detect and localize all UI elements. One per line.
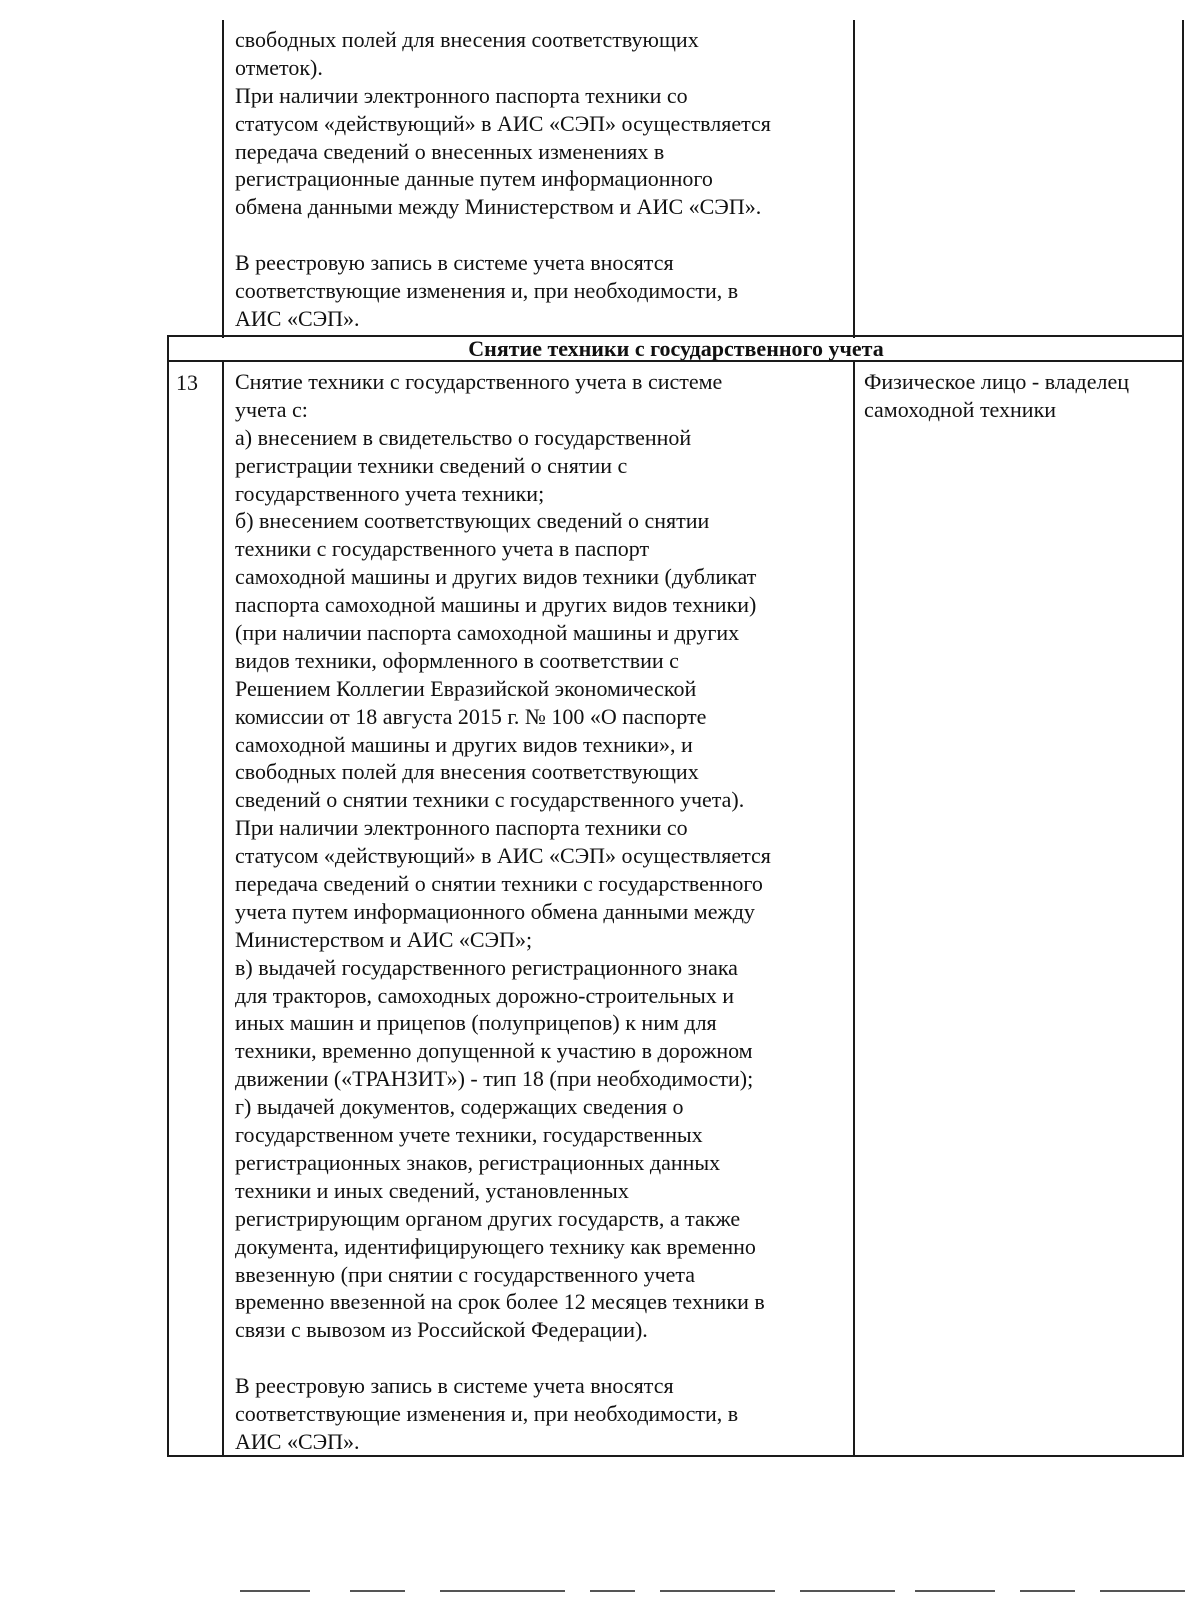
text-line: обмена данными между Министерством и АИС «СЭП». [235, 194, 762, 220]
section-title: Снятие техники с государственного учета [468, 336, 884, 361]
text-line: АИС «СЭП». [235, 1428, 360, 1454]
text-line: техники и иных сведений, установленных [235, 1177, 629, 1203]
continued-row-description [235, 26, 771, 333]
text-line: свободных полей для внесения соответствующих [235, 27, 699, 52]
text-line: самоходной техники [864, 396, 1057, 422]
text-line: Министерством и АИС «СЭП»; [235, 926, 533, 952]
text-line: учета путем информационного обмена данными между [235, 898, 755, 924]
text-line: При наличии электронного паспорта техники со [235, 82, 688, 108]
text-line: регистрационные данные путем информационного [235, 166, 713, 192]
text-line: самоходной машины и других видов техники», и [235, 731, 693, 757]
paragraph-gap [235, 1344, 771, 1372]
text-line: сведений о снятии техники с государственного учета). [235, 787, 745, 813]
text-line: временно ввезенной на срок более 12 месяцев техники в [235, 1289, 765, 1315]
applicant-column-divider [853, 20, 855, 338]
text-line: Снятие техники с государственного учета в системе [235, 369, 723, 394]
text-line: а) внесением в свидетельство о государственной [235, 424, 692, 450]
text-line: в) выдачей государственного регистрационного знака [235, 954, 738, 980]
text-line: соответствующие изменения и, при необходимости, в [235, 278, 739, 304]
text-line: регистрационных знаков, регистрационных данных [235, 1149, 721, 1175]
text-line: регистрации техники сведений о снятии с [235, 452, 628, 478]
text-line: видов техники, оформленного в соответствии с [235, 647, 679, 673]
text-line: В реестровую запись в системе учета вносятся [235, 250, 674, 276]
text-line: г) выдачей документов, содержащих сведения о [235, 1094, 684, 1120]
table-border-right [1182, 20, 1184, 1457]
table-border-left [167, 336, 169, 1457]
text-line: (при наличии паспорта самоходной машины и других [235, 620, 740, 646]
text-line: свободных полей для внесения соответствующих [235, 759, 699, 785]
text-line: комиссии от 18 августа 2015 г. № 100 «О паспорте [235, 703, 707, 729]
text-line: для тракторов, самоходных дорожно-строительных и [235, 982, 735, 1008]
text-line: соответствующие изменения и, при необходимости, в [235, 1400, 739, 1426]
text-line: самоходной машины и других видов техники (дубликат [235, 564, 757, 590]
paragraph-gap [235, 221, 771, 249]
row-applicant [864, 368, 1129, 424]
text-line: связи с вывозом из Российской Федерации). [235, 1317, 648, 1343]
text-line: Физическое лицо - владелец [864, 369, 1130, 394]
text-line: статусом «действующий» в АИС «СЭП» осуществляется [235, 110, 771, 136]
applicant-column-divider-lower [853, 361, 855, 1457]
text-line: отметок). [235, 54, 323, 80]
text-line: государственном учете техники, государственных [235, 1122, 703, 1148]
text-line: иных машин и прицепов (полуприцепов) к ним для [235, 1010, 717, 1036]
text-line: учета с: [235, 396, 308, 422]
text-line: государственного учета техники; [235, 480, 545, 506]
text-line: статусом «действующий» в АИС «СЭП» осуществляется [235, 843, 771, 869]
text-line: В реестровую запись в системе учета вносятся [235, 1373, 674, 1399]
text-line: паспорта самоходной машины и других видов техники) [235, 592, 757, 618]
number-column-divider-lower [222, 361, 224, 1457]
scan-artifact-line [240, 1590, 1185, 1592]
text-line: передача сведений о снятии техники с государственного [235, 871, 763, 897]
text-line: документа, идентифицирующего технику как временно [235, 1233, 756, 1259]
row-description [235, 368, 771, 1456]
text-line: техники, временно допущенной к участию в дорожном [235, 1038, 753, 1064]
text-line: движении («ТРАНЗИТ») - тип 18 (при необходимости); [235, 1066, 754, 1092]
text-line: При наличии электронного паспорта техники со [235, 815, 688, 841]
text-line: АИС «СЭП». [235, 305, 360, 331]
number-column-divider [222, 20, 224, 338]
row-number: 13 [176, 370, 198, 395]
text-line: техники с государственного учета в паспорт [235, 536, 650, 562]
text-line: передача сведений о внесенных изменениях в [235, 138, 665, 164]
text-line: регистрирующим органом других государств, а также [235, 1205, 741, 1231]
text-line: б) внесением соответствующих сведений о снятии [235, 508, 710, 534]
text-line: ввезенную (при снятии с государственного учета [235, 1261, 696, 1287]
text-line: Решением Коллегии Евразийской экономической [235, 675, 697, 701]
